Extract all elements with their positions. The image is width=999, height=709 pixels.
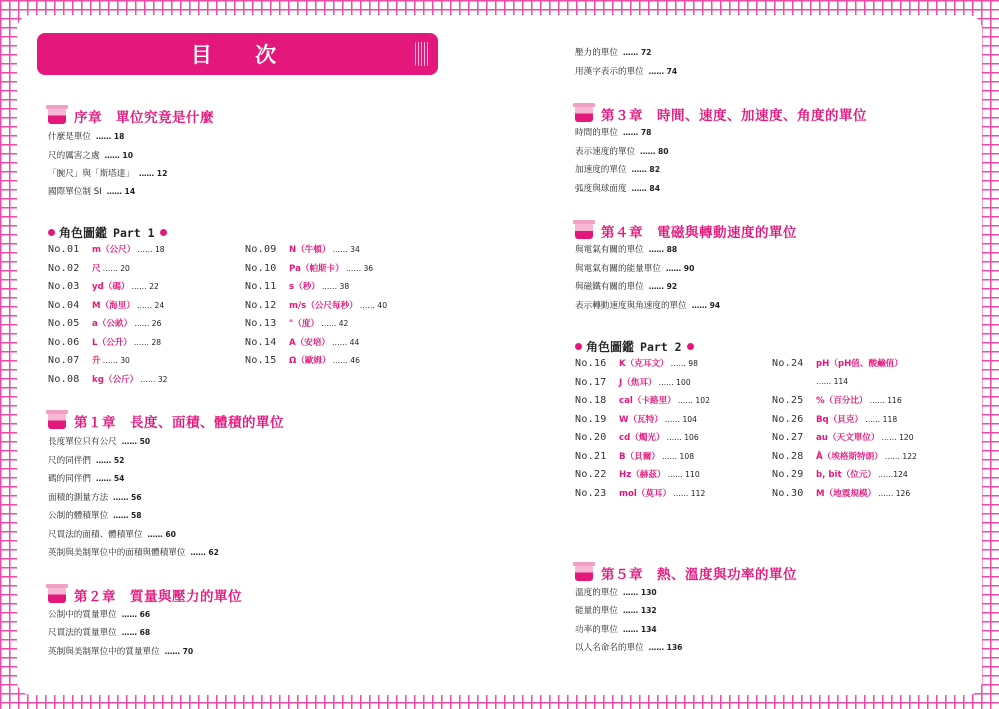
character-entry[interactable]: No.08 kg（公斤） …… 32: [48, 374, 168, 385]
beaker-icon: [575, 224, 593, 239]
toc-item[interactable]: 表示轉動速度與角速度的單位 …… 94: [575, 301, 721, 311]
chapter-heading-3[interactable]: [575, 104, 867, 124]
toc-item[interactable]: 壓力的單位 …… 72: [575, 48, 652, 58]
character-entry[interactable]: No.12 m/s（公尺每秒） …… 40: [245, 300, 388, 311]
chapter-title: 第１章 長度、面積、體積的單位: [74, 415, 284, 431]
toc-item[interactable]: 英制與美制單位中的面積與體積單位 …… 62: [48, 548, 219, 558]
toc-item[interactable]: 加速度的單位 …… 82: [575, 165, 660, 175]
page-title: 目 次: [190, 43, 295, 67]
character-entry[interactable]: No.17 J（焦耳） …… 100: [575, 377, 691, 388]
title-banner: [37, 33, 438, 75]
character-entry[interactable]: No.04 M（海里） …… 24: [48, 300, 165, 311]
character-entry[interactable]: No.02 尺 …… 20: [48, 263, 130, 274]
chapter-heading-4[interactable]: [575, 221, 797, 241]
character-entry[interactable]: No.09 N（牛頓） …… 34: [245, 244, 360, 255]
character-entry[interactable]: No.26 Bq（貝克） …… 118: [772, 414, 898, 425]
chapter-heading-5[interactable]: [575, 563, 797, 583]
toc-item[interactable]: 英制與美制單位中的質量單位 …… 70: [48, 647, 194, 657]
character-index-heading-part2[interactable]: 角色圖鑑 Part 2: [575, 338, 694, 355]
toc-item[interactable]: 與電氣有關的能量單位 …… 90: [575, 264, 695, 274]
character-entry[interactable]: No.21 B（貝爾） …… 108: [575, 451, 695, 462]
toc-item[interactable]: 長度單位只有公尺 …… 50: [48, 437, 151, 447]
toc-item[interactable]: 能量的單位 …… 132: [575, 606, 657, 616]
toc-item[interactable]: 以人名命名的單位 …… 136: [575, 643, 683, 653]
chapter-title: 第５章 熱、溫度與功率的單位: [601, 567, 797, 583]
character-index-heading-part1[interactable]: 角色圖鑑 Part 1: [48, 224, 167, 241]
toc-item[interactable]: 與電氣有關的單位 …… 88: [575, 245, 678, 255]
chapter-title: 第３章 時間、速度、加速度、角度的單位: [601, 108, 867, 124]
character-entry[interactable]: No.15 Ω（歐姆） …… 46: [245, 355, 360, 366]
dot-icon: [160, 229, 167, 236]
character-entry[interactable]: No.07 升 …… 30: [48, 355, 130, 366]
character-entry[interactable]: No.23 mol（莫耳） …… 112: [575, 488, 706, 499]
beaker-icon: [48, 109, 66, 124]
chapter-heading-prologue[interactable]: [48, 106, 214, 126]
character-entry[interactable]: No.29 b, bit（位元） ……124: [772, 469, 908, 480]
chapter-title: 序章 單位究竟是什麼: [74, 110, 214, 126]
toc-item[interactable]: 什麼是單位 …… 18: [48, 132, 125, 142]
character-entry[interactable]: No.10 Pa（帕斯卡） …… 36: [245, 263, 374, 274]
beaker-icon: [575, 566, 593, 581]
character-entry[interactable]: No.27 au（天文單位） …… 120: [772, 432, 914, 443]
toc-item[interactable]: 公制的體積單位 …… 58: [48, 511, 142, 521]
character-entry[interactable]: No.03 yd（碼） …… 22: [48, 281, 159, 292]
chapter-heading-2[interactable]: [48, 585, 242, 605]
toc-item[interactable]: 與磁鐵有關的單位 …… 92: [575, 282, 678, 292]
character-entry[interactable]: No.01 m（公尺） …… 18: [48, 244, 165, 255]
toc-item[interactable]: 用漢字表示的單位 …… 74: [575, 67, 678, 77]
toc-item[interactable]: 國際單位制 SI …… 14: [48, 187, 136, 197]
toc-item[interactable]: 尺的厲害之處 …… 10: [48, 151, 133, 161]
character-entry[interactable]: No.28 Å（埃格斯特朗） …… 122: [772, 451, 917, 462]
character-entry[interactable]: No.06 L（公升） …… 28: [48, 337, 162, 348]
chapter-title: 第４章 電磁與轉動速度的單位: [601, 225, 797, 241]
character-entry[interactable]: No.11 s（秒） …… 38: [245, 281, 350, 292]
dot-icon: [575, 343, 582, 350]
toc-item[interactable]: 功率的單位 …… 134: [575, 625, 657, 635]
character-entry[interactable]: No.24 pH（pH值、酸鹼值）: [772, 358, 903, 369]
character-entry[interactable]: No.19 W（瓦特） …… 104: [575, 414, 697, 425]
dot-icon: [687, 343, 694, 350]
character-entry[interactable]: No.25 %（百分比） …… 116: [772, 395, 902, 406]
character-entry[interactable]: No.05 a（公畝） …… 26: [48, 318, 162, 329]
toc-item[interactable]: 弧度與球面度 …… 84: [575, 184, 660, 194]
chapter-title: 第２章 質量與壓力的單位: [74, 589, 242, 605]
chapter-heading-1[interactable]: [48, 411, 284, 431]
toc-item[interactable]: 公制中的質量單位 …… 66: [48, 610, 151, 620]
toc-item[interactable]: 表示速度的單位 …… 80: [575, 147, 669, 157]
character-entry[interactable]: No.20 cd（燭光） …… 106: [575, 432, 699, 443]
beaker-icon: [48, 414, 66, 429]
character-entry[interactable]: No.22 Hz（赫茲） …… 110: [575, 469, 700, 480]
character-entry-page: …… 114: [816, 377, 849, 386]
banner-decoration: [415, 42, 429, 66]
toc-item[interactable]: 尺貫法的質量單位 …… 68: [48, 628, 151, 638]
toc-item[interactable]: 時間的單位 …… 78: [575, 128, 652, 138]
toc-item[interactable]: 溫度的單位 …… 130: [575, 588, 657, 598]
beaker-icon: [48, 588, 66, 603]
character-entry[interactable]: No.16 K（克耳文） …… 98: [575, 358, 698, 369]
character-entry[interactable]: No.14 A（安培） …… 44: [245, 337, 360, 348]
character-entry[interactable]: No.13 °（度） …… 42: [245, 318, 349, 329]
toc-item[interactable]: 尺貫法的面積、體積單位 …… 60: [48, 530, 176, 540]
toc-item[interactable]: 面積的測量方法 …… 56: [48, 493, 142, 503]
character-entry[interactable]: No.18 cal（卡路里） …… 102: [575, 395, 710, 406]
toc-item[interactable]: 碼的同伴們 …… 54: [48, 474, 125, 484]
character-entry[interactable]: No.30 M（地震規模） …… 126: [772, 488, 911, 499]
toc-item[interactable]: 尺的同伴們 …… 52: [48, 456, 125, 466]
dot-icon: [48, 229, 55, 236]
beaker-icon: [575, 107, 593, 122]
toc-item[interactable]: 「腕尺」與「斯塔達」 …… 12: [48, 169, 168, 179]
